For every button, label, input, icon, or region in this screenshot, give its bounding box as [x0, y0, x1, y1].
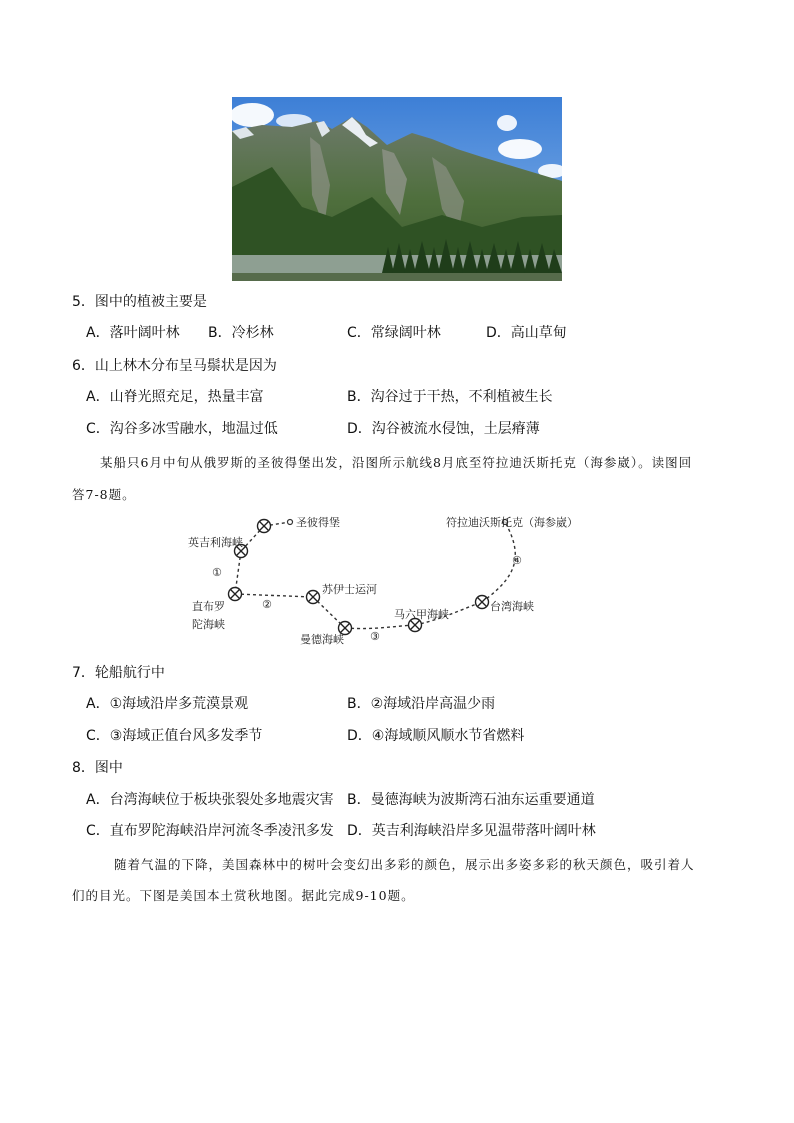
q6-option-c: C．沟谷多冰雪融水，地温过低	[86, 421, 278, 437]
q8-option-d: D．英吉利海峡沿岸多见温带落叶阔叶林	[347, 823, 596, 839]
q6-option-d: D．沟谷被流水侵蚀，土层瘠薄	[347, 421, 540, 437]
q5-option-c: C．常绿阔叶林	[347, 325, 441, 341]
q8-option-a: A．台湾海峡位于板块张裂处多地震灾害	[86, 792, 334, 808]
q8-option-c: C．直布罗陀海峡沿岸河流冬季凌汛多发	[86, 823, 334, 839]
q7-option-a: A．①海域沿岸多荒漠景观	[86, 696, 249, 712]
label-suez: 苏伊士运河	[322, 583, 377, 596]
label-english-channel: 英吉利海峡	[188, 536, 243, 549]
marker-4: ④	[512, 554, 522, 567]
q5-option-b: B．冷杉林	[208, 325, 274, 341]
q5-stem: 5．图中的植被主要是	[72, 294, 207, 310]
q6-stem: 6．山上林木分布呈马鬃状是因为	[72, 358, 277, 374]
label-taiwan: 台湾海峡	[490, 600, 534, 613]
q6-option-b: B．沟谷过于干热，不利植被生长	[347, 389, 553, 405]
q7-stem: 7．轮船航行中	[72, 665, 165, 681]
label-vladivostok: 符拉迪沃斯托克（海参崴）	[446, 516, 578, 529]
intro-7-8-line2: 答7-8题。	[72, 487, 136, 502]
label-gibraltar-2: 陀海峡	[192, 618, 225, 631]
q7-option-c: C．③海域正值台风多发季节	[86, 728, 263, 744]
q8-option-b: B．曼德海峡为波斯湾石油东运重要通道	[347, 792, 595, 808]
label-gibraltar-1: 直布罗	[192, 600, 225, 613]
q7-option-d: D．④海域顺风顺水节省燃料	[347, 728, 525, 744]
q5-option-a: A．落叶阔叶林	[86, 325, 180, 341]
q5-option-d: D．高山草甸	[486, 325, 567, 341]
intro-9-10-line1: 随着气温的下降，美国森林中的树叶会变幻出多彩的颜色，展示出多姿多彩的秋天颜色，吸引着人	[114, 857, 695, 872]
q6-option-a: A．山脊光照充足，热量丰富	[86, 389, 264, 405]
marker-3: ③	[370, 630, 380, 643]
label-mandeb: 曼德海峡	[300, 633, 344, 646]
intro-9-10-line2: 们的目光。下图是美国本土赏秋地图。据此完成9-10题。	[72, 888, 415, 903]
intro-7-8-line1: 某船只6月中旬从俄罗斯的圣彼得堡出发，沿图所示航线8月底至符拉迪沃斯托克（海参崴）。读图回	[100, 455, 693, 470]
label-malacca: 马六甲海峡	[394, 608, 449, 621]
marker-1: ①	[212, 566, 222, 579]
q8-stem: 8．图中	[72, 760, 123, 776]
mountain-photo	[232, 97, 562, 281]
q7-option-b: B．②海域沿岸高温少雨	[347, 696, 496, 712]
label-st-petersburg: 圣彼得堡	[296, 516, 340, 529]
route-map	[180, 508, 620, 658]
marker-2: ②	[262, 598, 272, 611]
